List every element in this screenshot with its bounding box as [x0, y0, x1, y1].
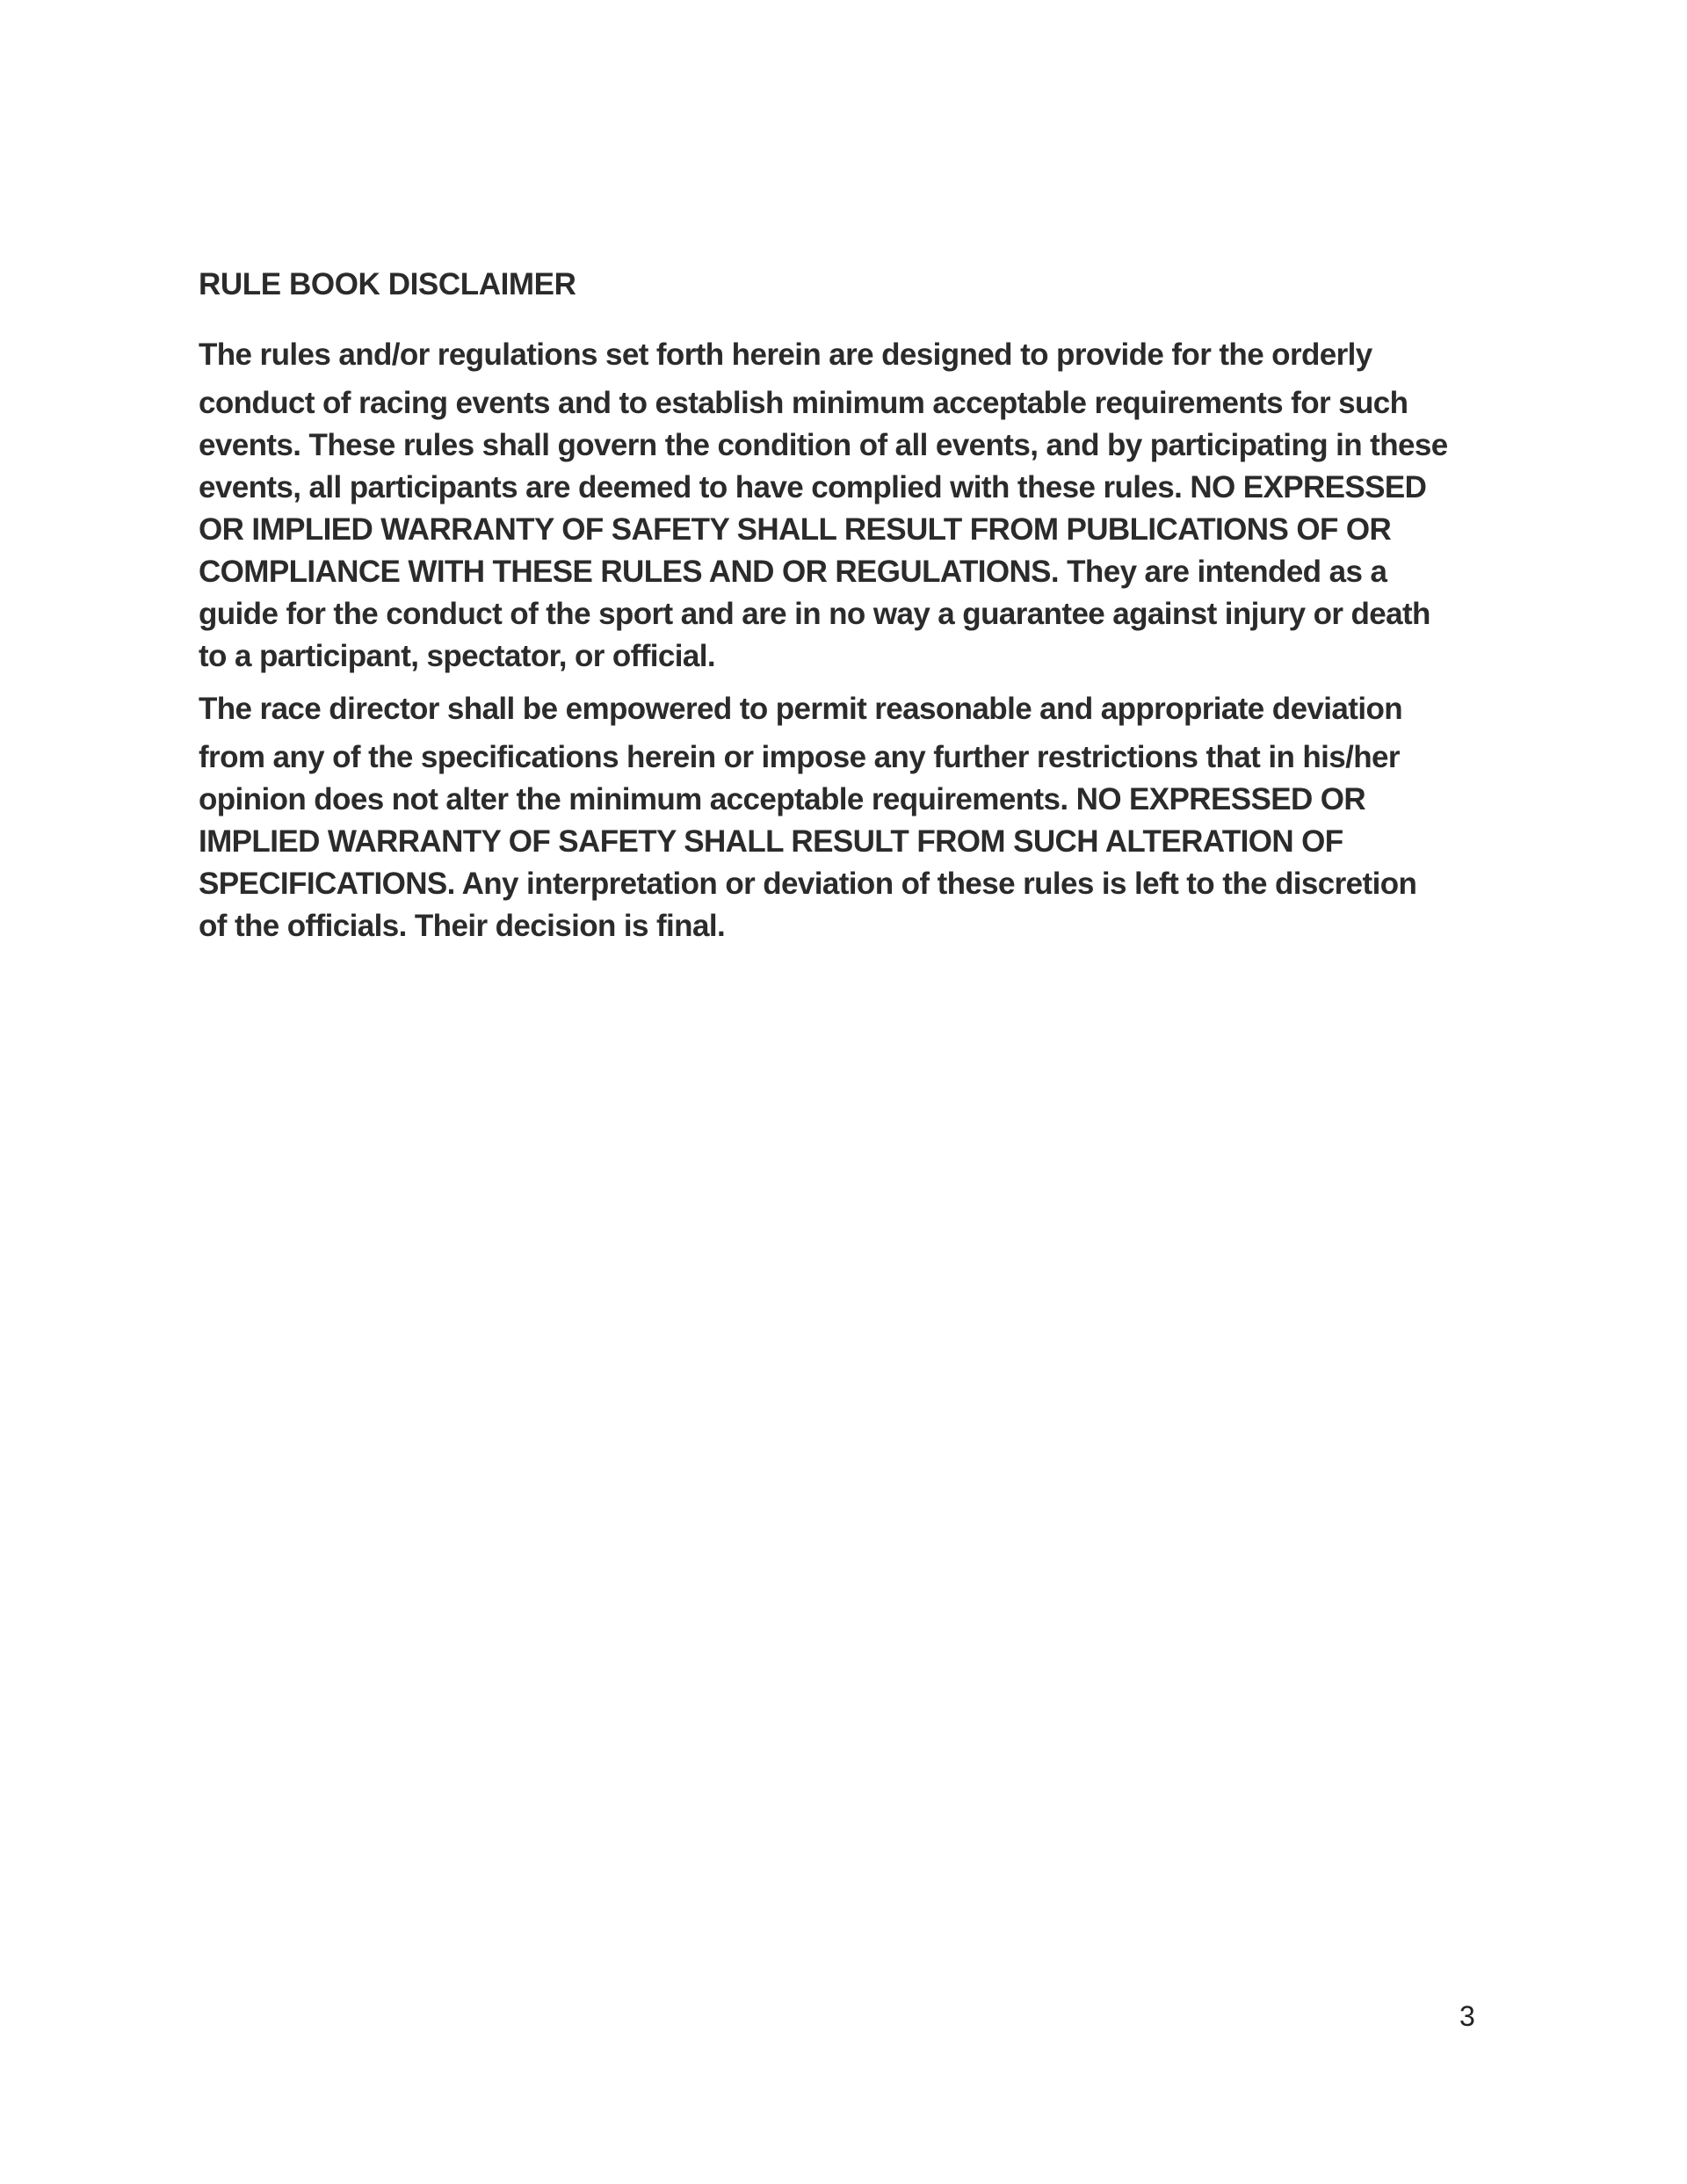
disclaimer-paragraph-1 [199, 334, 1517, 678]
paragraph-spacer [199, 678, 1517, 688]
paragraph-line: to a participant, spectator, or official. [199, 639, 716, 673]
paragraph-line: The rules and/or regulations set forth herein are designed to provide for the orderly [199, 337, 1372, 372]
disclaimer-paragraph-2 [199, 688, 1517, 947]
paragraph-line: OR IMPLIED WARRANTY OF SAFETY SHALL RESULT FROM PUBLICATIONS OF OR [199, 512, 1392, 547]
paragraph-line: events. These rules shall govern the condition of all events, and by participating in these [199, 428, 1448, 462]
page-number: 3 [1459, 2000, 1475, 2032]
paragraph-line: conduct of racing events and to establish minimum acceptable requirements for such [199, 386, 1408, 420]
paragraph-line: guide for the conduct of the sport and are in no way a guarantee against injury or death [199, 597, 1430, 631]
paragraph-line: The race director shall be empowered to permit reasonable and appropriate deviation [199, 692, 1403, 726]
paragraph-line: events, all participants are deemed to have complied with these rules. NO EXPRESSED [199, 470, 1427, 504]
paragraph-line: of the officials. Their decision is final. [199, 909, 726, 943]
paragraph-line: IMPLIED WARRANTY OF SAFETY SHALL RESULT FROM SUCH ALTERATION OF [199, 824, 1343, 859]
document-body [199, 264, 1517, 947]
paragraph-line: opinion does not alter the minimum acceptable requirements. NO EXPRESSED OR [199, 782, 1366, 816]
paragraph-line: SPECIFICATIONS. Any interpretation or deviation of these rules is left to the discretion [199, 867, 1417, 901]
paragraph-line: from any of the specifications herein or impose any further restrictions that in his/her [199, 740, 1400, 774]
disclaimer-heading: RULE BOOK DISCLAIMER [199, 267, 576, 301]
paragraph-line: COMPLIANCE WITH THESE RULES AND OR REGULATIONS. They are intended as a [199, 555, 1387, 589]
